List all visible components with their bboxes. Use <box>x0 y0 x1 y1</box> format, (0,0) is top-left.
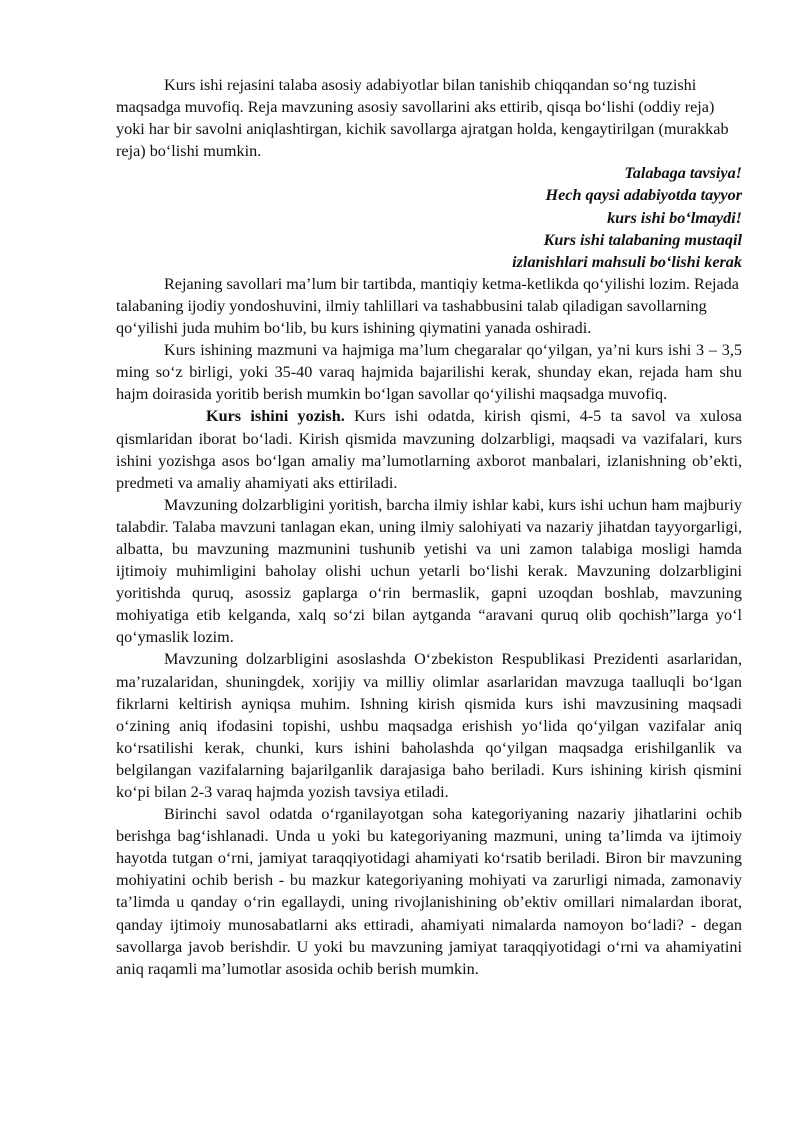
advice-line: Talabaga tavsiya! <box>624 164 742 183</box>
document-page <box>116 74 742 980</box>
advice-line: Hech qaysi adabiyotda tayyor <box>545 186 742 205</box>
paragraph-writing <box>116 405 742 493</box>
paragraph-relevance-basis: Mavzuning dolzarbligini asoslashda O‘zbekiston Respublikasi Prezidenti asarlaridan, ma’ruzalaridan, shuningdek, xorijiy va milliy olimlar asarlaridan mavzuga taalluqli bo‘lgan fikrlarni keltirish ayniqsa muhim. Ishning kirish qismida kurs ishi mavzusining maqsadi o‘zining aniq ifodasini topishi, ushbu maqsadga erishish yo‘lida qo‘yilgan vazifalar aniq ko‘rsatilishi kerak, chunki, kurs ishini baholashda qo‘yilgan maqsadga erishilganlik va belgilangan vazifalarning bajarilganlik darajasiga baho beriladi. Kurs ishining kirish qismini ko‘pi bilan 2-3 varaq hajmda yozish tavsiya etiladi. <box>116 650 742 801</box>
advice-block <box>116 162 742 272</box>
paragraph-writing-body: Kurs ishi odatda, kirish qismi, 4-5 ta savol va xulosa qismlaridan iborat bo‘ladi. Kirish qismida mavzuning dolzarbligi, maqsadi va vazifalari, kurs ishini yozishga asos bo‘lgan amaliy ma’lumotlarning axborot manbalari, izlanishning ob’ekti, predmeti va amaliy ahamiyati aks ettiriladi. <box>116 407 742 492</box>
paragraph-volume: Kurs ishining mazmuni va hajmiga ma’lum chegaralar qo‘yilgan, ya’ni kurs ishi 3 – 3,5 ming so‘z birligi, yoki 35-40 varaq hajmida bajarilishi kerak, shunday ekan, rejada ham shu hajm doirasida yoritib berish mumkin bo‘lgan savollar qo‘yilishi maqsadga muvofiq. <box>116 341 742 404</box>
advice-line: kurs ishi bo‘lmaydi! <box>607 208 742 227</box>
paragraph-relevance: Mavzuning dolzarbligini yoritish, barcha ilmiy ishlar kabi, kurs ishi uchun ham majburiy talabdir. Talaba mavzuni tanlagan ekan, uning ilmiy salohiyati va nazariy jihatdan tayyorgarligi, albatta, bu mavzuning mazmunini tushunib yetishi va uni zamon talabiga mosligi hamda ijtimoiy muhimligini baholay olishi uchun yetarli bo‘lishi kerak. Mavzuning dolzarbligini yoritishda quruq, asossiz gaplarga o‘rin bermaslik, gapni uzoqdan boshlab, mavzuning mohiyatiga etib kelganda, xalq so‘zi bilan aytganda “aravani quruq olib qochish”larga yo‘l qo‘ymaslik lozim. <box>116 495 742 647</box>
paragraph-plan-intro: Kurs ishi rejasini talaba asosiy adabiyotlar bilan tanishib chiqqandan so‘ng tuzishi maqsadga muvofiq. Reja mavzuning asosiy savollarini aks ettirib, qisqa bo‘lishi (oddiy reja) yoki har bir savolni aniqlashtirgan, kichik savollarga ajratgan holda, kengaytirilgan (murakkab reja) bo‘lishi mumkin. <box>116 76 729 161</box>
section-heading: Kurs ishini yozish. <box>206 407 345 426</box>
advice-line: izlanishlari mahsuli bo‘lishi kerak <box>512 252 742 271</box>
paragraph-first-question: Birinchi savol odatda o‘rganilayotgan soha kategoriyaning nazariy jihatlarini ochib berishga bag‘ishlanadi. Unda u yoki bu kategoriyaning mazmuni, uning ta’limda va ijtimoiy hayotda tutgan o‘rni, jamiyat taraqqiyotidagi ahamiyati ko‘rsatib beriladi. Biron bir mavzuning mohiyatini ochib berish - bu mazkur kategoriyaning mohiyati va zarurligi nimada, zamonaviy ta’limda u qanday o‘rin egallaydi, uning rivojlanishining ob’ektiv omillari nimalardan iborat, qanday ijtimoiy munosabatlarni aks ettiradi, ahamiyati nimalarda namoyon bo‘ladi? - degan savollarga javob berishdir. U yoki bu mavzuning jamiyat taraqqiyotidagi o‘rni va ahamiyatini aniq raqamli ma’lumotlar asosida ochib berish mumkin. <box>116 805 742 978</box>
advice-line: Kurs ishi talabaning mustaqil <box>543 230 742 249</box>
paragraph-plan-order: Rejaning savollari ma’lum bir tartibda, mantiqiy ketma-ketlikda qo‘yilishi lozim. Rejada talabaning ijodiy yondoshuvini, ilmiy tahlillari va tashabbusini talab qiladigan savollarning qo‘yilishi juda muhim bo‘lib, bu kurs ishining qiymatini yanada oshiradi. <box>116 274 739 338</box>
